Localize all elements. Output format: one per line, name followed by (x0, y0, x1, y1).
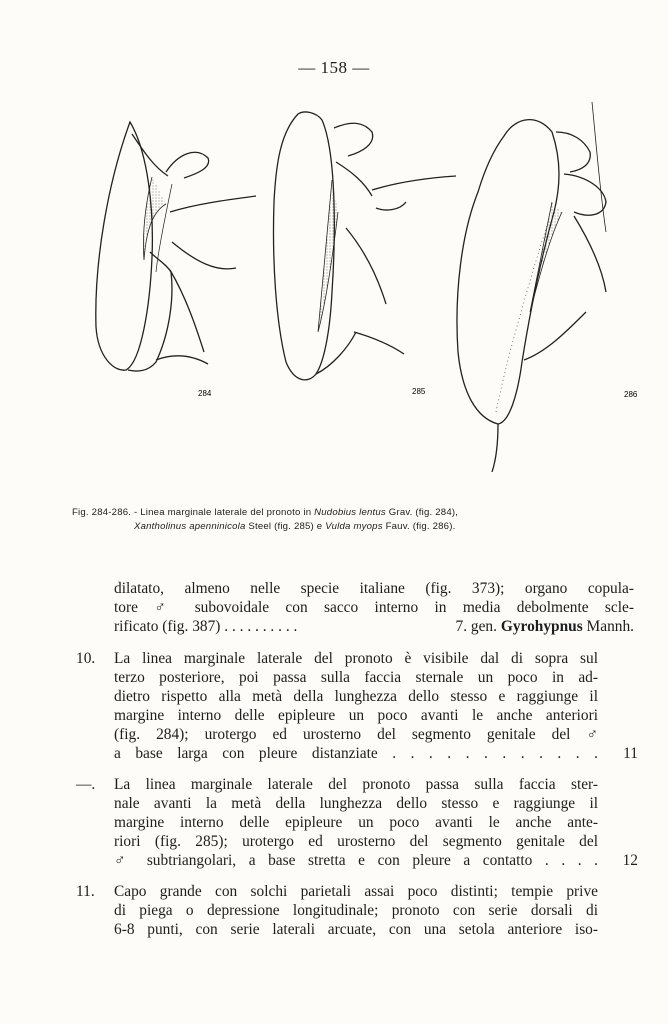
caption-species-3-tail: Fauv. (fig. 286). (382, 521, 456, 532)
pronotum-figures (86, 92, 646, 472)
genus-name: Gyrohypnus (500, 618, 583, 635)
couplet-line: margine interno delle epipleure un poco avanti le anche ante- (114, 814, 598, 831)
couplet-line: (fig. 284); urotergo ed urosterno del segmento genitale del ♂ (114, 726, 598, 743)
couplet-line: ♂ subtriangolari, a base stretta e con pleure a contatto . . . . (114, 852, 598, 869)
caption-species-1-tail: Grav. (fig. 284), (385, 507, 459, 518)
figure-286-drawing (457, 102, 606, 472)
identification-key (76, 579, 642, 951)
couplet-10-alternative (76, 775, 642, 870)
couplet-line: La linea marginale laterale del pronoto è visibile dal di sopra sul (114, 650, 598, 667)
couplet-line: margine interno delle epipleure un poco avanti le anche anteriori (114, 707, 598, 724)
couplet-line: 6-8 punti, con serie laterali arcuate, con una setola anteriore iso- (114, 921, 598, 938)
caption-species-1: Nudobius lentus (314, 507, 386, 518)
caption-species-3: Vulda myops (325, 521, 383, 532)
page-number: — 158 — (298, 58, 370, 77)
caption-prefix: Fig. 284-286. - Linea marginale laterale del pronoto in (72, 507, 315, 518)
couplet-line: riori (fig. 285); urotergo ed urosterno del segmento genitale del (114, 833, 598, 850)
figure-285-drawing (274, 112, 457, 380)
figure-label-286: 286 (624, 390, 638, 399)
caption-species-2: Xantholinus apenninicola (134, 521, 246, 532)
couplet-line: dietro rispetto alla metà della lunghezza dello stesso e raggiunge il (114, 688, 598, 705)
figure-caption (72, 506, 652, 534)
genus-author: Mannh. (586, 618, 634, 635)
couplet-line: La linea marginale laterale del pronoto passa sulla faccia ster- (114, 776, 598, 793)
couplet-line: Capo grande con solchi parietali assai poco distinti; tempie prive (114, 883, 598, 900)
couplet-goto: 12 (622, 852, 638, 869)
couplet-number: —. (76, 776, 96, 793)
key-continuation (114, 579, 634, 636)
caption-species-2-tail: Steel (fig. 285) e (245, 521, 326, 532)
couplet-11 (76, 882, 642, 939)
continuation-line: tore ♂ subovoidale con sacco interno in media debolmente scle- (114, 599, 634, 616)
couplet-line: di piega o depressione longitudinale; pronoto con serie dorsali di (114, 902, 598, 919)
continuation-line: dilatato, almeno nelle specie italiane (fig. 373); organo copula- (114, 580, 634, 597)
continuation-last-line: rificato (fig. 387) . . . . . . . . . . (114, 618, 298, 635)
couplet-10 (76, 649, 642, 763)
figure-label-285: 285 (412, 387, 426, 396)
pronotum-drawings (86, 92, 646, 472)
couplet-line: a base larga con pleure distanziate . . . . . . . . . . . . (114, 745, 598, 762)
couplet-number: 10. (76, 650, 96, 667)
figure-284-drawing (96, 122, 256, 371)
couplet-goto: 11 (623, 745, 638, 762)
continuation-result-line (114, 617, 634, 636)
genus-number: 7. gen. (455, 618, 497, 635)
figure-label-284: 284 (198, 389, 212, 398)
couplet-line: nale avanti la metà della lunghezza dello stesso e raggiunge il (114, 795, 598, 812)
couplet-line: terzo posteriore, poi passa sulla faccia sternale un poco in ad- (114, 669, 598, 686)
couplet-number: 11. (76, 883, 95, 900)
